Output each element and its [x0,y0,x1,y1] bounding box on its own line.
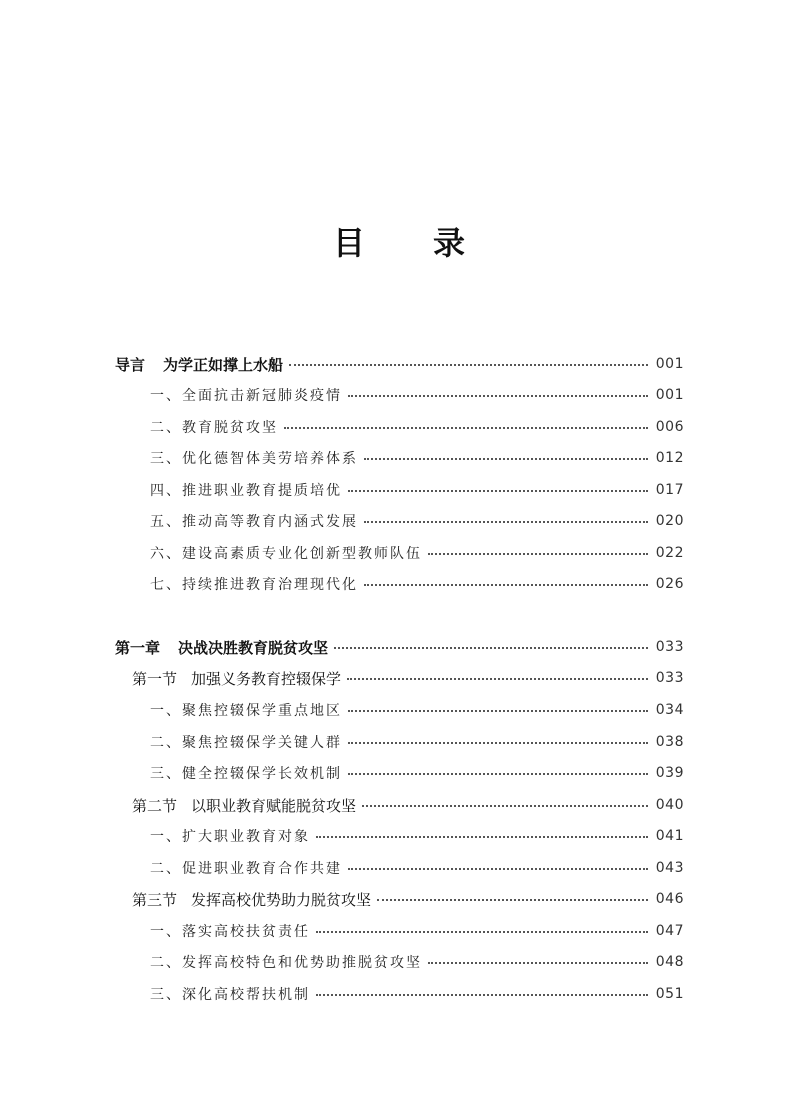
toc-entry-text [150,417,278,437]
toc-chapter-row [0,635,800,659]
toc-leader-dots [316,992,648,996]
toc-page-number: 020 [655,513,684,529]
toc-page-number: 038 [655,734,684,750]
toc-entry-label: 第一节 [132,669,178,688]
toc-entry-text [150,763,342,783]
toc-entry-title: 一、落实高校扶贫责任 [150,924,310,940]
toc-entry-text [150,448,358,468]
toc-section-row [0,887,800,911]
toc-page-number: 046 [655,891,684,907]
toc-entry-text [150,921,310,941]
toc-entry-text [150,826,310,846]
toc-entry-text [150,574,358,594]
page-title-char-1: 目 [333,224,366,262]
toc-page-number: 040 [655,797,684,813]
toc-leader-dots [347,676,648,680]
toc-entry-title: 以职业教育赋能脱贫攻坚 [191,796,357,815]
toc-entry-title: 二、聚焦控辍保学关键人群 [150,735,342,751]
toc-entry-title: 五、推动高等教育内涵式发展 [150,514,358,530]
toc-leader-dots [362,803,648,807]
toc-section-row [0,666,800,690]
toc-page-number: 006 [655,419,684,435]
toc-leader-dots [364,519,648,523]
toc-item-row [0,415,800,439]
toc-leader-dots [334,645,648,649]
toc-entry-text [150,543,422,563]
toc-entry-text [132,795,356,816]
toc-leader-dots [364,582,648,586]
toc-page-number: 051 [655,986,684,1002]
toc-leader-dots [348,771,648,775]
toc-entry-text [132,889,371,910]
toc-page-number: 012 [655,450,684,466]
toc-item-row [0,478,800,502]
toc-entry-text [115,354,283,375]
toc-entry-text [150,952,422,972]
toc-entry-text [150,385,342,405]
toc-entry-title: 为学正如撑上水船 [163,355,284,374]
toc-item-row [0,824,800,848]
toc-item-row [0,698,800,722]
toc-entry-label: 第一章 [115,638,161,657]
toc-page-number: 033 [655,639,684,655]
toc-leader-dots [348,866,648,870]
toc-item-row [0,919,800,943]
toc-entry-text [150,511,358,531]
toc-entry-label: 第二节 [132,796,178,815]
toc-leader-dots [348,708,648,712]
toc-leader-dots [377,897,648,901]
toc-page-number: 017 [655,482,684,498]
toc-entry-text [132,668,341,689]
toc-entry-title: 三、优化德智体美劳培养体系 [150,451,358,467]
toc-item-row [0,950,800,974]
toc-leader-dots [316,929,648,933]
toc-entry-text [150,858,342,878]
toc-entry-text [150,984,310,1004]
toc-section-row [0,793,800,817]
toc-entry-text [115,637,328,658]
toc-item-row [0,982,800,1006]
page-title-char-2: 录 [433,224,466,262]
toc-item-row [0,572,800,596]
toc-item-row [0,383,800,407]
toc-item-row [0,856,800,880]
toc-item-row [0,730,800,754]
toc-item-row [0,761,800,785]
toc-entry-title: 加强义务教育控辍保学 [191,669,342,688]
toc-page-number: 048 [655,954,684,970]
toc-entry-title: 六、建设高素质专业化创新型教师队伍 [150,546,422,562]
toc-page-number: 001 [655,387,684,403]
toc-leader-dots [284,425,648,429]
toc-page-number: 001 [655,356,684,372]
toc-entry-title: 一、聚焦控辍保学重点地区 [150,703,342,719]
toc-leader-dots [316,834,648,838]
toc-entry-text [150,480,342,500]
toc-page-number: 033 [655,670,684,686]
toc-entry-title: 发挥高校优势助力脱贫攻坚 [191,890,372,909]
toc-leader-dots [348,393,648,397]
toc-entry-label: 第三节 [132,890,178,909]
toc-page-number: 041 [655,828,684,844]
toc-entry-title: 三、健全控辍保学长效机制 [150,766,342,782]
toc-item-row [0,541,800,565]
toc-entry-title: 二、促进职业教育合作共建 [150,861,342,877]
toc-entry-title: 二、发挥高校特色和优势助推脱贫攻坚 [150,955,422,971]
toc-entry-text [150,732,342,752]
toc-entry-title: 决战决胜教育脱贫攻坚 [178,638,329,657]
toc-leader-dots [348,740,648,744]
toc-entry-label: 导言 [115,355,146,374]
toc-page-number: 039 [655,765,684,781]
toc-leader-dots [428,551,648,555]
toc-entry-text [150,700,342,720]
toc-entry-title: 一、扩大职业教育对象 [150,829,310,845]
toc-entry-title: 三、深化高校帮扶机制 [150,987,310,1003]
toc-page-number: 047 [655,923,684,939]
toc-leader-dots [348,488,648,492]
toc-item-row [0,509,800,533]
toc-leader-dots [428,960,648,964]
toc-page-number: 022 [655,545,684,561]
toc-entry-title: 四、推进职业教育提质培优 [150,483,342,499]
toc-page-number: 034 [655,702,684,718]
toc-entry-title: 一、全面抗击新冠肺炎疫情 [150,388,342,404]
toc-page-number: 026 [655,576,684,592]
toc-leader-dots [289,362,648,366]
toc-chapter-row [0,352,800,376]
toc-entry-title: 七、持续推进教育治理现代化 [150,577,358,593]
toc-item-row [0,446,800,470]
toc-page-number: 043 [655,860,684,876]
toc-leader-dots [364,456,648,460]
toc-entry-title: 二、教育脱贫攻坚 [150,420,278,436]
